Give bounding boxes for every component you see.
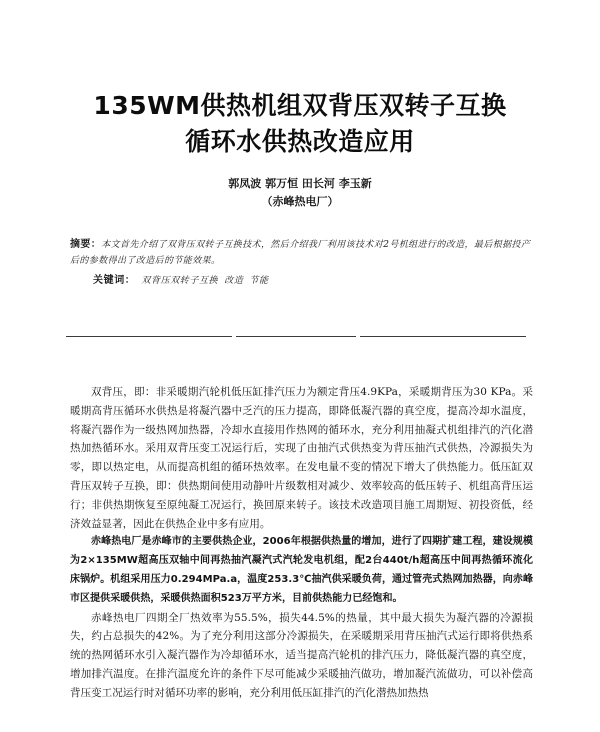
separator-rule-middle [236, 336, 356, 337]
keyword-item: 双背压双转子互换 [141, 276, 219, 286]
keywords [93, 271, 269, 286]
keyword-item: 节能 [249, 276, 269, 286]
author-affiliation: （赤峰热电厂） [261, 195, 339, 208]
separator-rule-right [360, 336, 526, 337]
author-list: 郭凤波 郭万恒 田长河 李玉新 [228, 177, 372, 190]
abstract-text: 本文首先介绍了双背压双转子互换技术，然后介绍我厂利用该技术对2号机组进行的改造，最后根据投产后的参数得出了改造后的节能效果。 [70, 240, 531, 266]
paper-title-line-1: 135WM供热机组双背压双转子互换 [93, 91, 507, 120]
body-paragraph: 双背压，即：非采暖期汽轮机低压缸排汽压力为额定背压4.9KPa，采暖期背压为30 KPa。采暖期高背压循环水供热是将凝汽器中乏汽的压力提高，即降低凝汽器的真空度，提高冷却水温度，将凝汽器作为一级热网加热器，冷却水直接用作热网的循环水，充分利用抽凝式机组排汽的汽化潜热加热循环水。采用双背压变工况运行后，实现了由抽汽式供热变为背压抽汽式供热，冷源损失为零，即以热定电，从而提高机组的循环热效率。在发电量不变的情况下增大了供热能力。低压缸双背压双转子互换，即：供热期间使用动静叶片级数相对减少、效率较高的低压转子、机组高背压运行；非供热期恢复至原纯凝工况运行，换回原来转子。该技术改造项目施工周期短、初投资低，经济效益显著，因此在供热企业中多有应用。 [70, 386, 533, 530]
keyword-item: 改造 [224, 276, 244, 286]
separator-rule-left [66, 336, 232, 337]
keywords-label: 关键词： [93, 275, 136, 286]
abstract-label: 摘要： [70, 239, 102, 250]
body-paragraph: 赤峰热电厂四期全厂热效率为55.5%，损失44.5%的热量，其中最大损失为凝汽器的冷源损失，约占总损失的42%。为了充分利用这部分冷源损失，在采暖期采用背压抽汽式运行即将供热系统的热网循环水引入凝汽器作为冷却循环水，适当提高汽轮机的排汽压力，降低凝汽器的真空度，增加排汽温度。在排汽温度允许的条件下尽可能减少采暖抽汽做功，增加凝汽流做功，可以补偿高背压变工况运行时对循环功率的影响，充分利用低压缸排汽的汽化潜热加热热 [70, 611, 533, 699]
paper-title-line-2: 循环水供热改造应用 [185, 127, 415, 156]
body-paragraph: 赤峰热电厂是赤峰市的主要供热企业，2006年根据供热量的增加，进行了四期扩建工程，建设规模为2×135MW超高压双轴中间再热抽汽凝汽式汽轮发电机组，配2台440t/h超高压中间再热循环流化床锅炉。机组采用压力0.294MPa.a，温度253.3℃抽汽供采暖负荷，通过管壳式热网加热器，向赤峰市区提供采暖供热，采暖供热面积523万平方米，目前供热能力已经饱和。 [70, 536, 533, 604]
abstract [70, 237, 535, 269]
body-text [70, 383, 533, 703]
